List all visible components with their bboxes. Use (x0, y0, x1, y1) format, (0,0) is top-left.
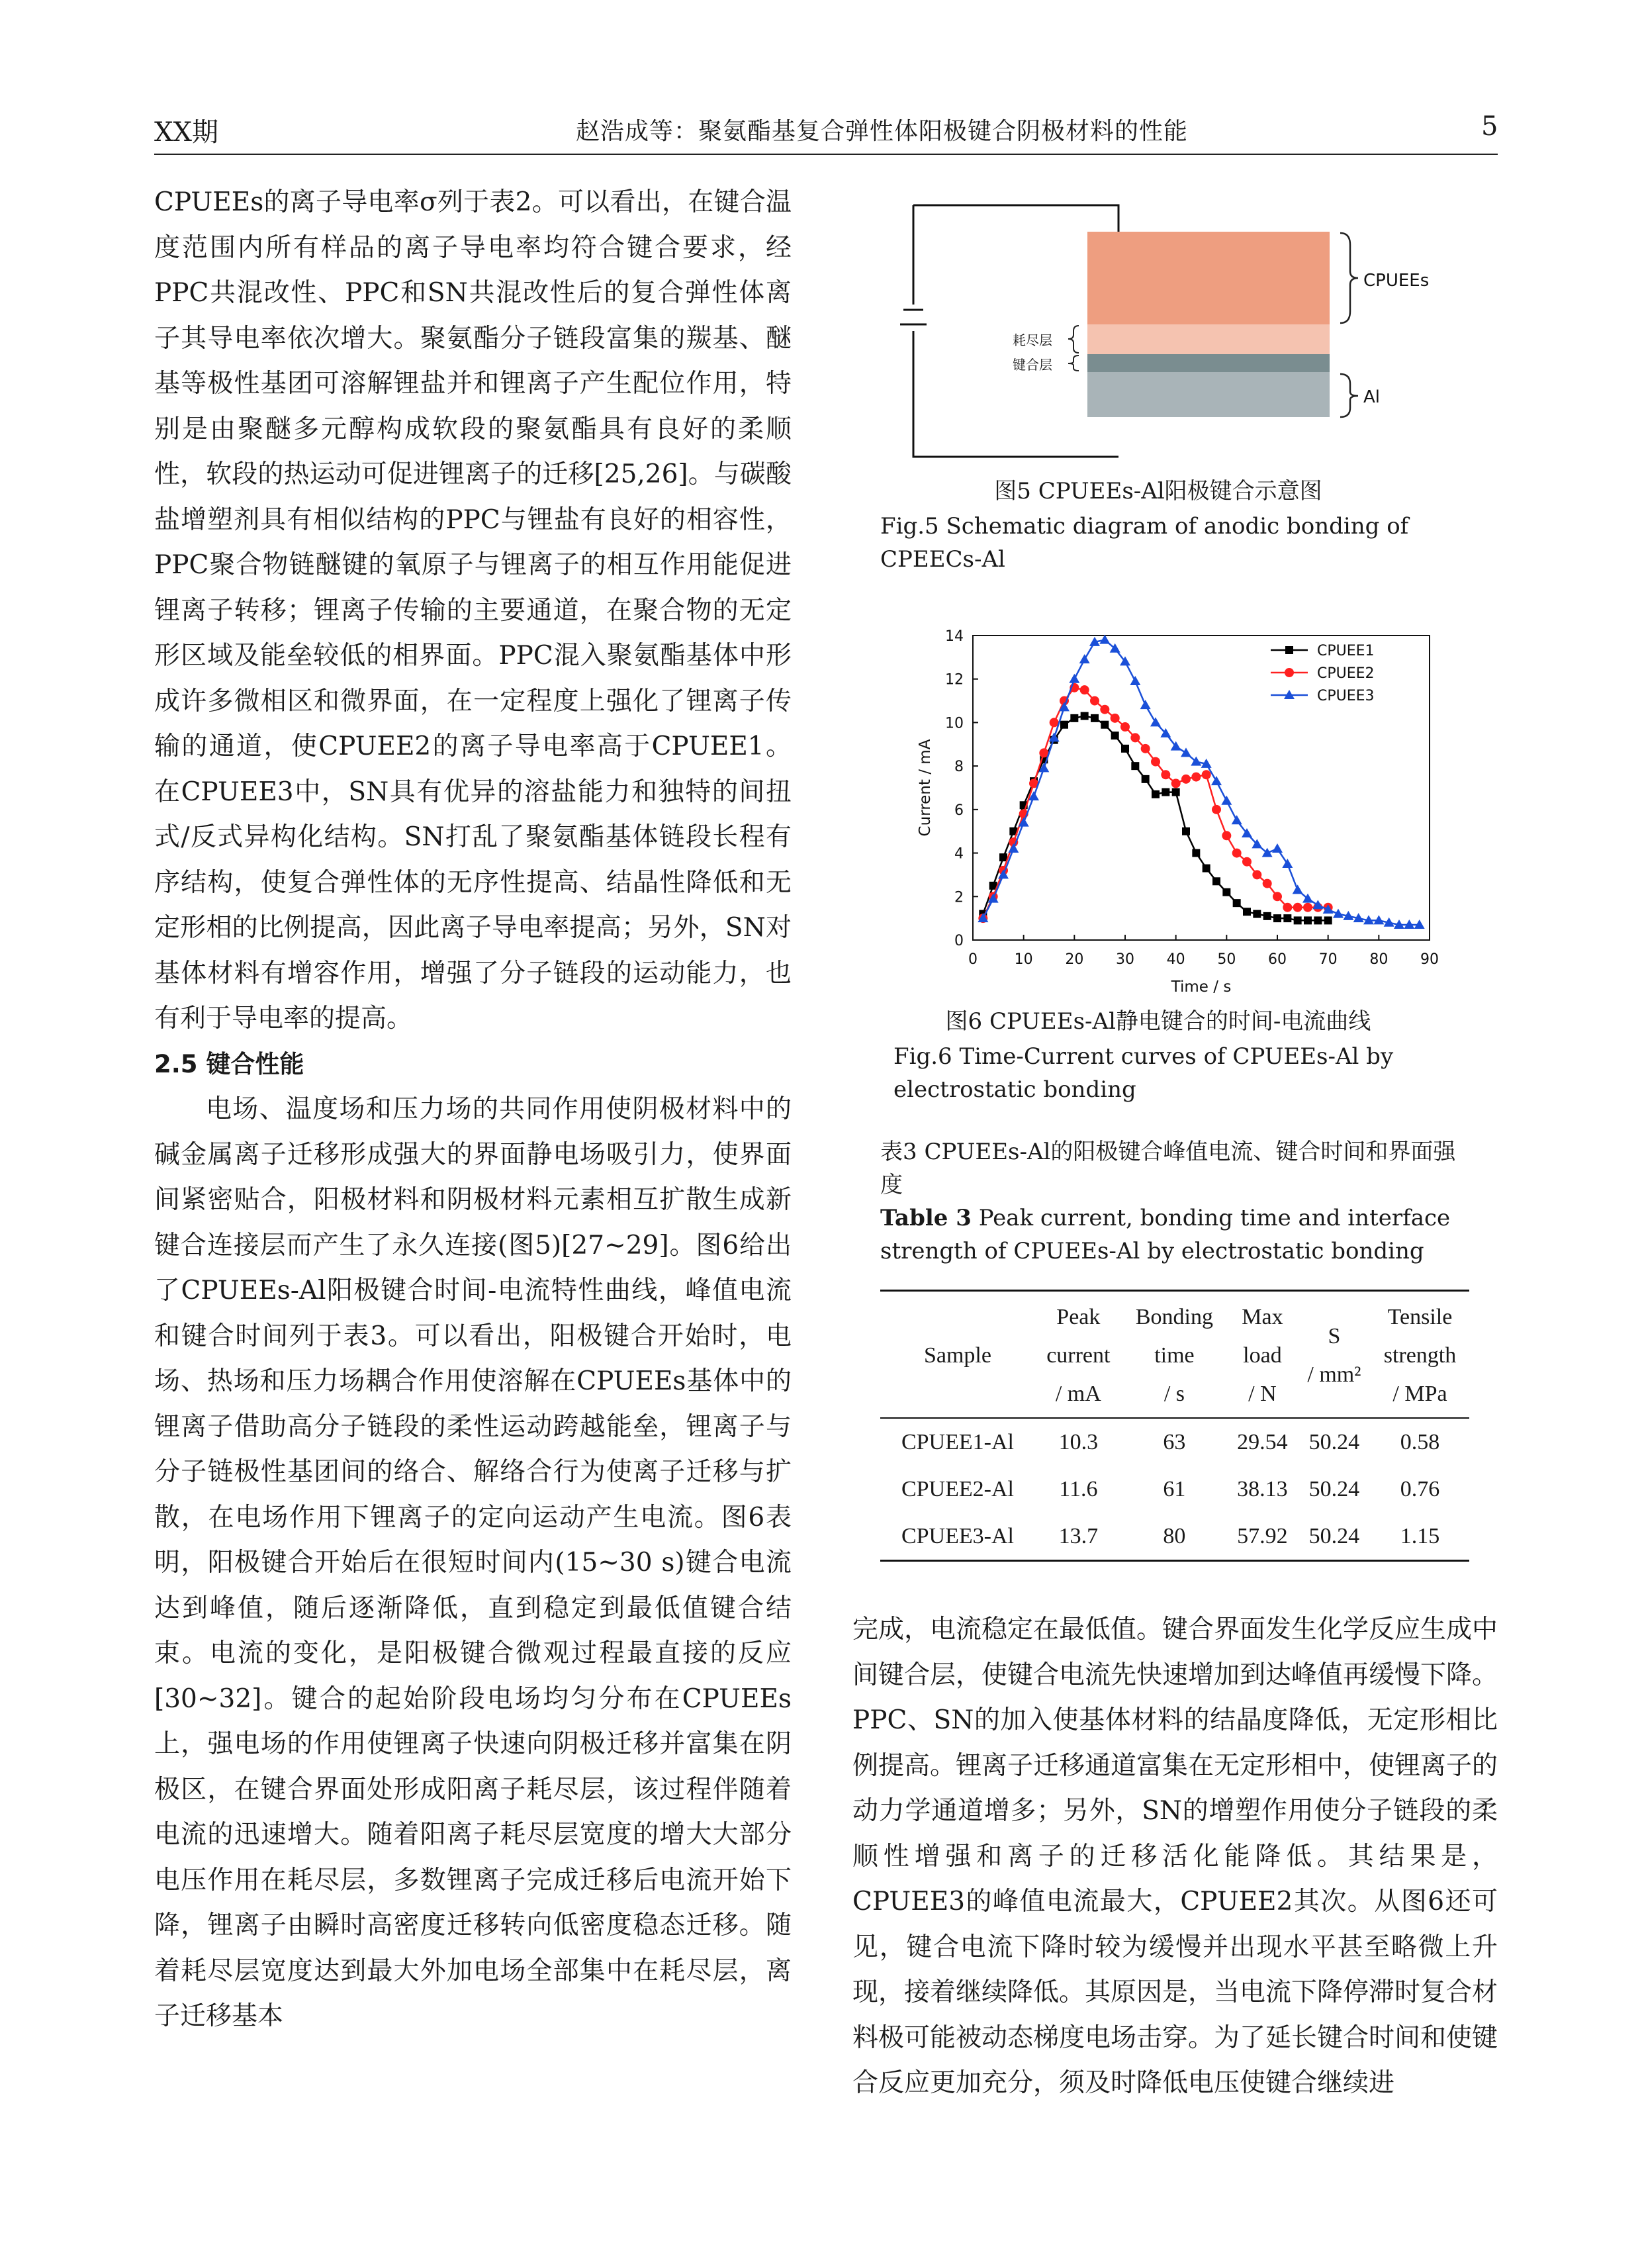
al-layer (1087, 372, 1330, 417)
data-point (1191, 773, 1201, 782)
legend-label: CPUEE2 (1317, 665, 1375, 682)
data-point (1181, 775, 1191, 784)
table-cell: 50.24 (1308, 1523, 1360, 1548)
table3-header-line: S (1328, 1324, 1341, 1348)
x-tick-label: 60 (1268, 951, 1287, 968)
data-point (1232, 815, 1242, 824)
fig6-chart (900, 622, 1443, 1000)
data-point (1162, 788, 1169, 796)
data-point (1252, 870, 1261, 879)
table-cell: 0.76 (1400, 1476, 1440, 1501)
y-tick-label: 8 (954, 759, 964, 776)
table3-header-line: / mm² (1307, 1362, 1361, 1387)
paragraph-bonding-performance: 电场、温度场和压力场的共同作用使阴极材料中的碱金属离子迁移形成强大的界面静电场吸引力，使界面间紧密贴合，阳极材料和阴极材料元素相互扩散生成新键合连接层而产生了永久连接(图5)[27~29]。图6给出了CPUEEs-Al阳极键合时间-电流特性曲线，峰值电流和键合时间列于表3。可以看出，阳极键合开始时，电场、热场和压力场耦合作用使溶解在CPUEEs基体中的锂离子借助高分子链段的柔性运动跨越能垒，锂离子与分子链极性基团间的络合、解络合行为使离子迁移与扩散，在电场作用下锂离子的定向运动产生电流。图6表明，阳极键合开始后在很短时间内(15~30 s)键合电流达到峰值，随后逐渐降低，直到稳定到最低值键合结束。电流的变化，是阳极键合微观过程最直接的反应[30~32]。键合的起始阶段电场均匀分布在CPUEEs上，强电场的作用使锂离子快速向阴极迁移并富集在阴极区，在键合界面处形成阳离子耗尽层，该过程伴随着电流的迅速增大。随着阳离子耗尽层宽度的增大大部分电压作用在耗尽层，多数锂离子完成迁移后电流开始下降，锂离子由瞬时高密度迁移转向低密度稳态迁移。随着耗尽层宽度达到最大外加电场全部集中在耗尽层，离子迁移基本 (154, 1094, 792, 2031)
y-tick-label: 12 (945, 671, 964, 688)
data-point (1263, 879, 1272, 888)
data-point (1283, 903, 1292, 912)
x-tick-label: 0 (968, 951, 978, 968)
table3-header-line: Bonding (1135, 1305, 1213, 1329)
data-point (1293, 903, 1302, 912)
page-number: 5 (1481, 111, 1498, 142)
table3-header-line: strength (1383, 1343, 1457, 1368)
data-point (1182, 827, 1190, 835)
data-point (1080, 685, 1089, 694)
fig5-caption-en: Fig.5 Schematic diagram of anodic bonding of CPEECs-Al (880, 513, 1409, 573)
table3-header-line: Peak (1056, 1305, 1101, 1329)
y-axis-label: Current / mA (917, 739, 934, 837)
fig5-label-bonding: 键合层 (1013, 357, 1052, 373)
legend-label: CPUEE1 (1317, 643, 1375, 659)
data-point (1303, 903, 1312, 912)
table-cell: 13.7 (1058, 1523, 1099, 1548)
data-point (1172, 788, 1180, 796)
y-tick-label: 10 (945, 715, 964, 732)
data-point (1069, 674, 1079, 683)
data-point (1232, 849, 1242, 858)
data-point (1314, 916, 1322, 924)
data-point (1283, 914, 1291, 922)
data-point (1060, 721, 1068, 729)
table-cell: CPUEE1-Al (901, 1429, 1014, 1454)
table-cell: 38.13 (1237, 1476, 1288, 1501)
data-point (1211, 776, 1222, 785)
table-row (880, 1418, 1469, 1466)
data-point (1101, 721, 1109, 729)
table3-header (1227, 1291, 1298, 1419)
data-point (1272, 843, 1283, 853)
data-point (1181, 747, 1191, 757)
data-point (1192, 849, 1200, 857)
table-cell: 29.54 (1237, 1429, 1288, 1454)
paragraph-bonding-mechanism: 完成，电流稳定在最低值。键合界面发生化学反应生成中间键合层，使键合电流先快速增加到达峰值再缓慢下降。PPC、SN的加入使基体材料的结晶度降低，无定形相比例提高。锂离子迁移通道富集在无定形相中，使锂离子的动力学通道增多；另外，SN的增塑作用使分子链段的柔顺性增强和离子的迁移活化能降低。其结果是，CPUEE3的峰值电流最大，CPUEE2其次。从图6还可见，键合电流下降时较为缓慢并出现水平甚至略微上升现，接着继续降低。其原因是，当电流下降停滞时复合材料极可能被动态梯度电场击穿。为了延长键合时间和使键合反应更加充分，须及时降低电压使键合继续进 (852, 1615, 1498, 2098)
table3-header-line: Max (1242, 1305, 1283, 1329)
data-point (1202, 770, 1211, 779)
table-row (880, 1513, 1469, 1561)
fig6-caption-en: Fig.6 Time-Current curves of CPUEEs-Al by electrostatic bonding (893, 1043, 1394, 1103)
table3 (880, 1290, 1469, 1562)
data-point (1294, 916, 1302, 924)
data-point (1152, 790, 1160, 798)
data-point (1130, 676, 1140, 685)
table3-caption-en (880, 1202, 1489, 1268)
x-axis-label: Time / s (1171, 978, 1232, 996)
fig5-label-al: Al (1363, 387, 1381, 407)
y-tick-label: 14 (945, 628, 964, 645)
table3-header-line: current (1046, 1343, 1111, 1368)
table-cell: CPUEE3-Al (901, 1523, 1014, 1548)
data-point (1161, 770, 1170, 779)
table-cell: 50.24 (1308, 1476, 1360, 1501)
header-rule (154, 154, 1498, 155)
data-point (1222, 888, 1230, 896)
data-point (1140, 700, 1151, 709)
data-point (1171, 779, 1181, 788)
table-row (880, 1466, 1469, 1513)
fig6-caption-cn: 图6 CPUEEs-Al静电键合的时间-电流曲线 (945, 1008, 1371, 1035)
data-point (1243, 908, 1251, 916)
series-line (983, 640, 1419, 925)
left-column (154, 180, 792, 2040)
x-tick-label: 40 (1166, 951, 1185, 968)
table3-header-line: time (1154, 1343, 1195, 1368)
fig5-schematic (900, 192, 1469, 470)
legend-label: CPUEE3 (1317, 688, 1375, 704)
table3-caption-text: Peak current, bonding time and interface strength of CPUEEs-Al by electrostatic bonding (880, 1205, 1451, 1264)
table3-label: Table 3 (880, 1205, 972, 1231)
table-cell: CPUEE2-Al (901, 1476, 1014, 1501)
table3-header-line: / s (1163, 1382, 1185, 1406)
fig5-label-depletion: 耗尽层 (1013, 332, 1052, 348)
table-cell: 0.58 (1400, 1429, 1440, 1454)
table-cell: 11.6 (1059, 1476, 1098, 1501)
fig5-label-cpuees: CPUEEs (1363, 271, 1430, 291)
data-point (1111, 714, 1120, 723)
table-cell: 63 (1163, 1429, 1186, 1454)
data-point (1150, 717, 1161, 726)
table3-header-line: / MPa (1392, 1382, 1447, 1406)
data-point (1120, 722, 1130, 732)
table-cell: 10.3 (1058, 1429, 1099, 1454)
table-cell: 61 (1163, 1476, 1186, 1501)
table3-header-line: Sample (923, 1343, 991, 1368)
data-point (1273, 892, 1282, 901)
data-point (1142, 775, 1150, 783)
paragraph-ionic-conductivity: CPUEEs的离子导电率σ列于表2。可以看出，在键合温度范围内所有样品的离子导电率均符合键合要求，经PPC共混改性、PPC和SN共混改性后的复合弹性体离子其导电率依次增大。聚氨酯分子链段富集的羰基、醚基等极性基团可溶解锂盐并和锂离子产生配位作用，特别是由聚醚多元醇构成软段的聚氨酯具有良好的柔顺性，软段的热运动可促进锂离子的迁移[25,26]。与碳酸盐增塑剂具有相似结构的PPC与锂盐有良好的相容性，PPC聚合物链醚键的氧原子与锂离子的相互作用能促进锂离子转移；锂离子传输的主要通道，在聚合物的无定形区域及能垒较低的相界面。PPC混入聚氨酯基体中形成许多微相区和微界面，在一定程度上强化了锂离子传输的通道，使CPUEE2的离子导电率高于CPUEE1。在CPUEE3中，SN具有优异的溶盐能力和独特的间扭式/反式异构化结构。SN打乱了聚氨酯基体链段长程有序结构，使复合弹性体的无序性提高、结晶性降低和无定形相的比例提高，因此离子导电率提高；另外，SN对基体材料有增容作用，增强了分子链段的运动能力，也有利于导电率的提高。 (154, 187, 792, 1033)
table3-header-line: / mA (1055, 1382, 1101, 1406)
running-title: 赵浩成等：聚氨酯基复合弹性体阳极键合阴极材料的性能 (576, 118, 1189, 145)
y-tick-label: 2 (954, 889, 964, 906)
data-point (1312, 900, 1323, 909)
data-point (1221, 796, 1232, 805)
table3-header-line: load (1243, 1343, 1282, 1368)
data-point (1121, 745, 1129, 753)
data-point (1282, 859, 1293, 868)
data-point (1233, 899, 1241, 907)
depletion-layer (1087, 324, 1330, 354)
data-point (1090, 696, 1099, 706)
data-point (1293, 884, 1303, 894)
table-cell: 50.24 (1308, 1429, 1360, 1454)
data-point (1212, 805, 1221, 814)
data-point (1130, 733, 1140, 742)
x-tick-label: 70 (1318, 951, 1338, 968)
x-tick-label: 20 (1065, 951, 1084, 968)
data-point (1081, 712, 1089, 720)
data-point (1273, 914, 1281, 922)
data-point (1111, 732, 1119, 739)
table3-header-line: / N (1248, 1382, 1277, 1406)
table-cell: 57.92 (1237, 1523, 1288, 1548)
y-tick-label: 4 (954, 845, 964, 863)
table3-header-line: Tensile (1387, 1305, 1453, 1329)
table3-header (1035, 1291, 1122, 1419)
data-point (1304, 916, 1312, 924)
x-tick-label: 80 (1369, 951, 1389, 968)
y-tick-label: 6 (954, 802, 964, 819)
data-point (1203, 865, 1210, 873)
right-column (852, 1607, 1498, 2106)
table-cell: 80 (1163, 1523, 1186, 1548)
table3-caption-cn: 表3 CPUEEs-Al的阳极键合峰值电流、键合时间和界面强度 (880, 1139, 1456, 1198)
data-point (1333, 909, 1344, 918)
data-point (1285, 668, 1294, 677)
x-tick-label: 30 (1116, 951, 1134, 968)
data-point (1212, 877, 1220, 885)
data-point (1091, 714, 1099, 722)
data-point (1253, 910, 1261, 918)
data-point (1079, 654, 1090, 663)
data-point (1324, 916, 1332, 924)
section-title-bonding: 2.5 键合性能 (154, 1049, 304, 1078)
y-tick-label: 0 (954, 933, 964, 949)
data-point (1285, 646, 1293, 654)
data-point (1100, 705, 1109, 714)
data-point (1131, 762, 1139, 770)
table-cell: 1.15 (1400, 1523, 1440, 1548)
data-point (1263, 912, 1271, 920)
table3-header (1298, 1291, 1371, 1419)
table3-header (1371, 1291, 1469, 1419)
journal-issue: XX期 (154, 117, 218, 148)
data-point (1242, 857, 1252, 867)
x-tick-label: 90 (1420, 951, 1439, 968)
data-point (1222, 831, 1231, 840)
cpuees-layer (1087, 232, 1330, 324)
data-point (1070, 714, 1078, 722)
bonding-layer (1087, 354, 1330, 372)
x-tick-label: 50 (1217, 951, 1236, 968)
data-point (1151, 757, 1160, 767)
fig5-caption-cn: 图5 CPUEEs-Al阳极键合示意图 (994, 478, 1322, 504)
data-point (1141, 744, 1150, 753)
x-tick-label: 10 (1014, 951, 1033, 968)
series-line (983, 716, 1328, 921)
data-point (999, 853, 1007, 861)
table3-header (1122, 1291, 1227, 1419)
table3-header (880, 1291, 1035, 1419)
